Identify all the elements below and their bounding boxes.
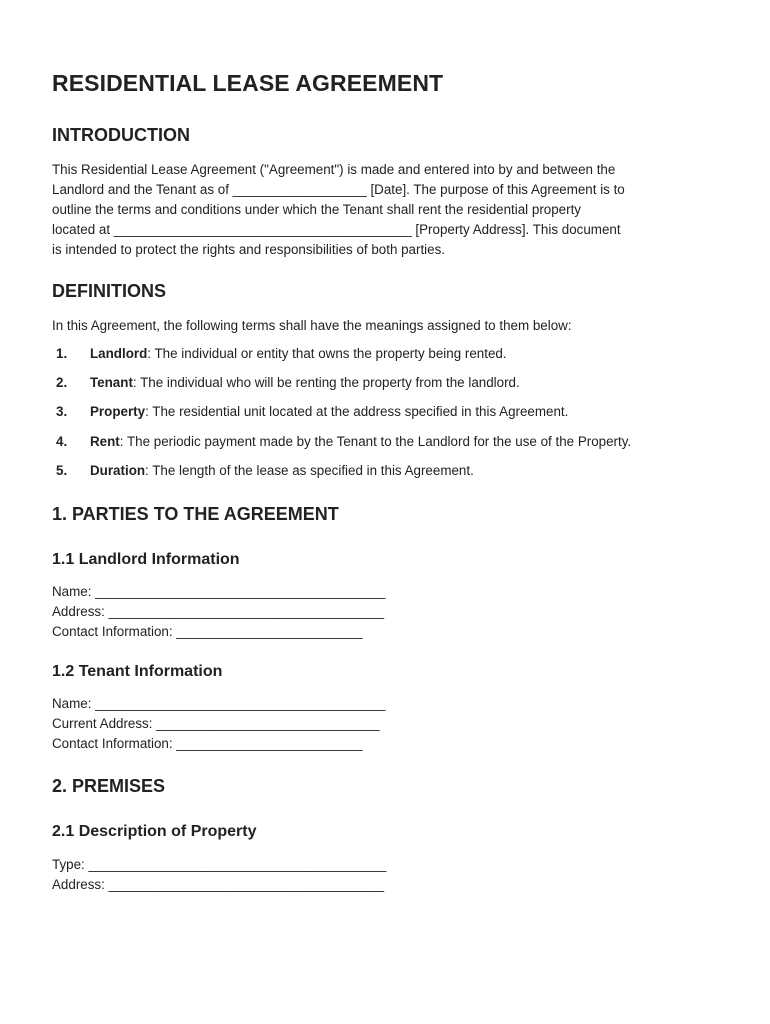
tenant-info-heading: 1.2 Tenant Information — [52, 663, 223, 680]
definition-term: Duration — [90, 462, 146, 478]
property-description-fields — [52, 855, 386, 895]
definition-term: Tenant — [90, 375, 133, 391]
definition-text: : The residential unit located at the address specified in this Agreement. — [145, 404, 569, 420]
section-2-heading: 2. PREMISES — [52, 776, 166, 796]
definition-text: : The periodic payment made by the Tenant to the Landlord for the use of the Property. — [119, 433, 632, 449]
document-title: RESIDENTIAL LEASE AGREEMENT — [52, 70, 444, 96]
paragraph-line: Landlord and the Tenant as of __________________ [Date]. The purpose of this Agreement is to — [52, 182, 625, 197]
landlord-info-fields — [52, 582, 386, 642]
landlord-contact-field[interactable]: Contact Information: _________________________ — [52, 624, 363, 639]
property-description-heading: 2.1 Description of Property — [52, 823, 257, 840]
introduction-heading: INTRODUCTION — [52, 125, 190, 145]
definition-number: 1. — [56, 346, 68, 361]
definition-number: 4. — [56, 433, 68, 449]
property-type-field[interactable]: Type: ________________________________________ — [52, 857, 387, 872]
tenant-info-fields — [52, 694, 386, 754]
definition-item-landlord — [52, 344, 732, 373]
definition-text: : The individual or entity that owns the property being rented. — [147, 346, 507, 361]
definitions-intro: In this Agreement, the following terms shall have the meanings assigned to them below: — [52, 318, 572, 333]
definition-number: 5. — [56, 462, 68, 478]
definition-item-duration — [52, 461, 732, 490]
tenant-address-field[interactable]: Current Address: ______________________________ — [52, 716, 380, 731]
definition-body — [90, 461, 474, 481]
definition-body — [90, 344, 507, 364]
paragraph-line: located at ________________________________________ [Property Address]. This document — [52, 222, 621, 237]
tenant-contact-field[interactable]: Contact Information: _________________________ — [52, 736, 363, 751]
paragraph-line: outline the terms and conditions under which the Tenant shall rent the residential property — [52, 202, 582, 217]
definitions-list — [52, 344, 732, 490]
definition-number: 2. — [56, 375, 68, 391]
definition-number: 3. — [56, 404, 68, 420]
landlord-address-field[interactable]: Address: _____________________________________ — [52, 604, 385, 619]
definition-item-rent — [52, 432, 732, 461]
definition-term: Landlord — [90, 346, 148, 361]
tenant-name-field[interactable]: Name: _______________________________________ — [52, 696, 386, 711]
definition-body — [90, 432, 631, 452]
definitions-heading: DEFINITIONS — [52, 281, 167, 301]
definition-term: Rent — [90, 433, 120, 449]
introduction-paragraph — [52, 160, 724, 260]
section-1-heading: 1. PARTIES TO THE AGREEMENT — [52, 504, 339, 524]
definition-term: Property — [90, 404, 146, 420]
paragraph-line: This Residential Lease Agreement ("Agreement") is made and entered into by and between the — [52, 162, 616, 177]
definition-text: : The individual who will be renting the property from the landlord. — [132, 375, 520, 391]
definition-item-tenant — [52, 373, 732, 402]
definition-item-property — [52, 402, 732, 431]
landlord-info-heading: 1.1 Landlord Information — [52, 551, 240, 568]
landlord-name-field[interactable]: Name: _______________________________________ — [52, 584, 386, 599]
definition-body — [90, 373, 520, 393]
definition-body — [90, 402, 568, 422]
paragraph-line: is intended to protect the rights and responsibilities of both parties. — [52, 242, 446, 257]
property-address-field[interactable]: Address: _____________________________________ — [52, 877, 385, 892]
definition-text: : The length of the lease as specified in this Agreement. — [145, 462, 474, 478]
